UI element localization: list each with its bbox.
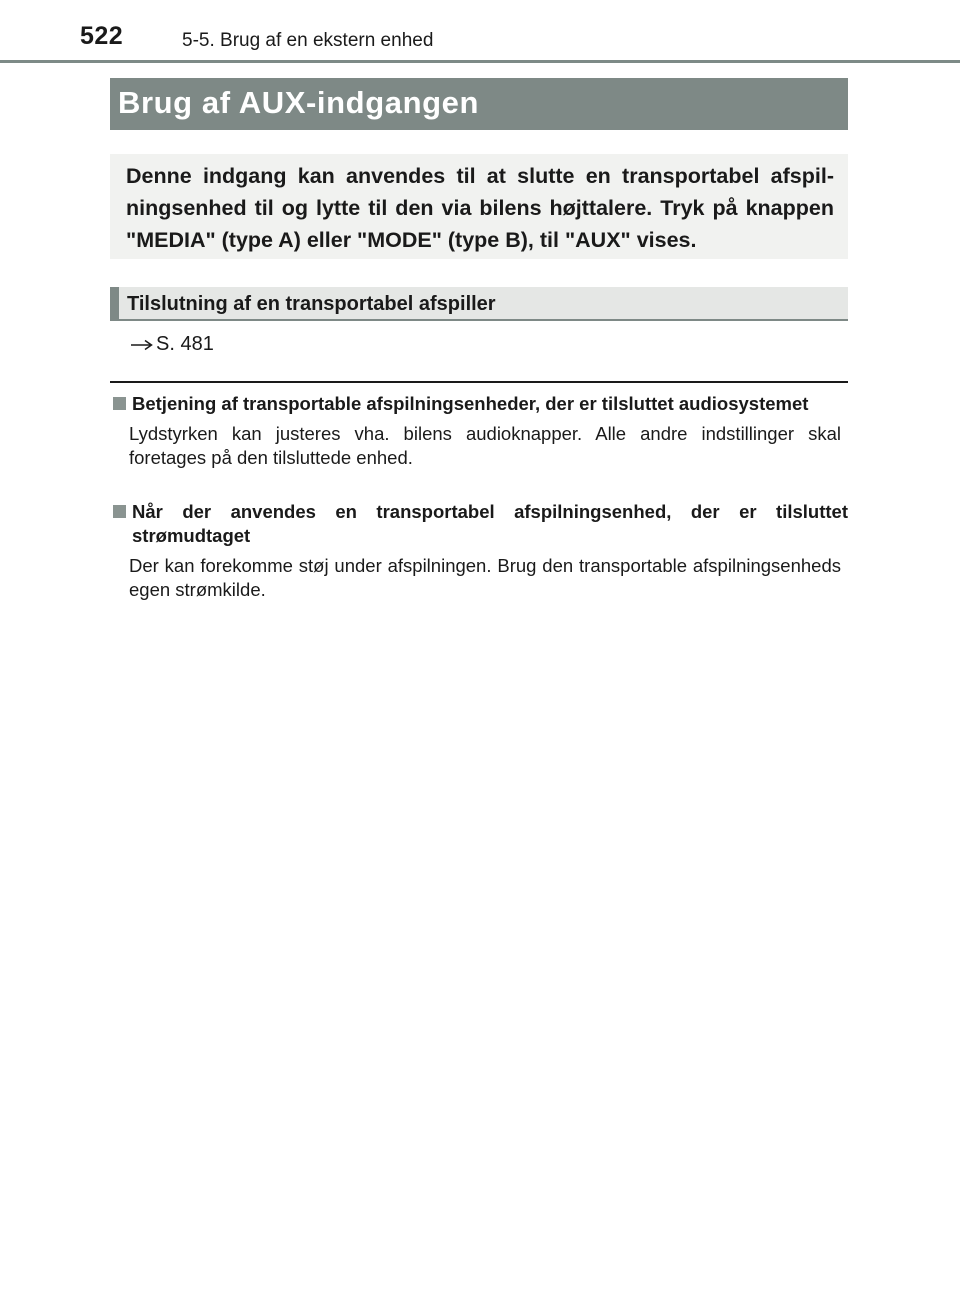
note-heading-text: Når der anvendes en transportabel afspilningsenhed, der er tilsluttet strømudtaget [132, 501, 848, 546]
note-heading [110, 392, 848, 416]
section-path: 5-5. Brug af en ekstern enhed [182, 30, 434, 51]
square-bullet-icon [113, 397, 126, 410]
note-item [110, 500, 848, 602]
note-heading-text: Betjening af transportable afspilningsenheder, der er tilsluttet audiosystemet [132, 393, 809, 414]
divider [110, 381, 848, 383]
note-item [110, 392, 848, 470]
page-title: Brug af AUX-indgangen [110, 78, 848, 130]
subsection-heading: Tilslutning af en transportabel afspiller [110, 287, 848, 321]
page-reference-text: S. 481 [156, 333, 214, 355]
intro-text: Denne indgang kan anvendes til at slutte en transportabel afspilningsenhed til og lytte til den via bilens højttalere. Tryk på knappen "MEDIA" (type A) eller "MODE" (type B), til "AUX" vises. [110, 154, 848, 259]
page-reference-link[interactable] [130, 333, 214, 356]
square-bullet-icon [113, 505, 126, 518]
arrow-right-icon [130, 339, 154, 351]
note-body: Lydstyrken kan justeres vha. bilens audioknapper. Alle andre indstillinger skal foretages på den tilsluttede enhed. [129, 423, 841, 468]
note-body: Der kan forekomme støj under afspilningen. Brug den transportable afspilningsenheds egen strømkilde. [129, 555, 841, 600]
header-rule [0, 60, 960, 63]
note-heading [110, 500, 848, 548]
page-number: 522 [80, 22, 124, 50]
